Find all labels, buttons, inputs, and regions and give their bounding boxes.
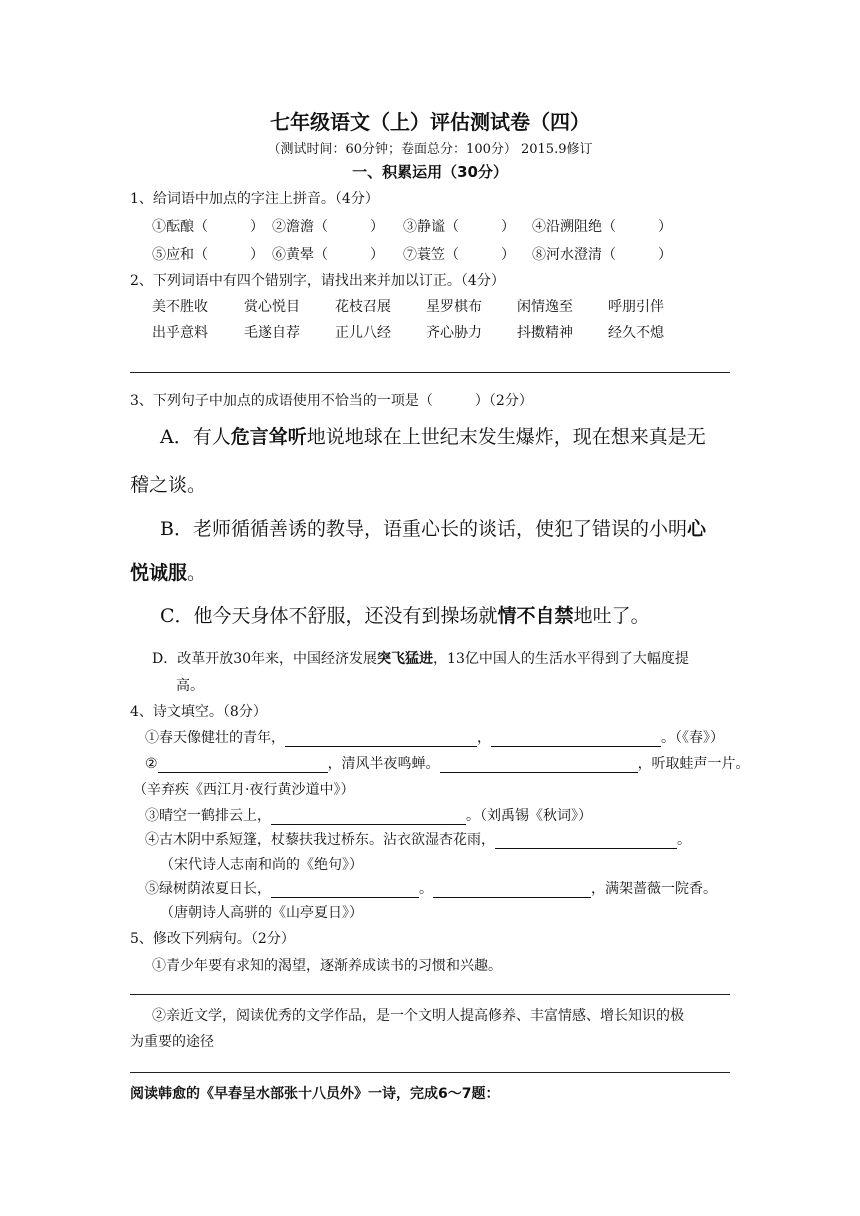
q1-item: ①酝酿（ ） [152,219,264,235]
q2-word: 经久不熄 [608,325,664,341]
option-c [160,601,650,628]
q2-word: 星罗棋布 [426,299,482,315]
section-heading: 一、积累运用（30分） [352,163,508,181]
faulty-sentence-2-line2: 为重要的途径 [130,1034,214,1050]
fill-blank[interactable] [433,883,591,898]
page-title: 七年级语文（上）评估测试卷（四） [270,110,590,134]
poem-line-4 [145,829,691,849]
poem-text: ，清风半夜鸣蝉。 [327,756,440,772]
answer-line [130,1072,730,1073]
q2-word: 出乎意料 [152,325,208,341]
poem-line-2 [145,753,750,773]
q1-item: ⑥黄晕（ ） [272,247,384,263]
option-a-text: 地说地球在上世纪末发生爆炸，现在想来真是无 [306,426,706,448]
option-a-line1 [160,422,706,449]
q1-item: ⑤应和（ ） [152,247,264,263]
q2-word: 正儿八经 [335,325,391,341]
option-b-idiom: 心 [686,518,706,540]
option-b-line1 [160,514,706,541]
poem-text: ② [145,756,158,772]
option-b-idiom: 悦诚服 [130,562,188,584]
option-d-line2: 高。 [176,678,204,694]
exam-info: （测试时间：60分钟；卷面总分：100分） 2015.9修订 [267,142,593,157]
poem-line-5 [145,878,717,898]
poem-text: ④古木阴中系短篷，杖藜扶我过桥东。沾衣欲湿杏花雨， [145,832,495,848]
q2-word: 美不胜收 [152,299,208,315]
poem-text: ， [477,730,491,746]
q2-word: 毛遂自荐 [244,325,300,341]
q1-item: ③静谧（ ） [403,219,515,235]
q2-word: 花枝召展 [335,299,391,315]
option-b-line2 [130,558,206,585]
poem-source: （唐朝诗人高骈的《山亭夏日》） [160,905,363,921]
question-1-prompt: 1、给词语中加点的字注上拼音。（4分） [130,191,379,207]
poem-text: 。（《春》） [661,730,724,746]
q1-item: ⑦蓑笠（ ） [403,247,515,263]
poem-text: ，满架蔷薇一院香。 [591,881,717,897]
option-b-text: B．老师循循善诱的教导，语重心长的谈话，使犯了错误的小明 [160,518,687,540]
option-c-idiom: 情不自禁 [497,605,574,627]
poem-text: 。 [677,832,691,848]
q1-item: ④沿溯阻绝（ ） [532,219,672,235]
question-3-prompt: 3、下列句子中加点的成语使用不恰当的一项是（ ）（2分） [130,393,533,409]
question-4-prompt: 4、诗文填空。（8分） [130,704,267,720]
fill-blank[interactable] [271,883,419,898]
poem-text: 。 [419,881,433,897]
q2-word: 抖擞精神 [517,325,573,341]
option-d-idiom: 突飞猛进 [377,651,434,667]
poem-text: 。（刘禹锡《秋词》） [466,808,592,824]
option-a-idiom: 危言耸听 [230,426,307,448]
option-c-text: C．他今天身体不舒服，还没有到操场就 [160,605,498,627]
q2-word: 齐心胁力 [426,325,482,341]
option-a-text: A．有人 [160,426,231,448]
q2-word: 闲情逸至 [517,299,573,315]
faulty-sentence-1: ①青少年要有求知的渴望，逐渐养成读书的习惯和兴趣。 [152,958,502,974]
fill-blank[interactable] [440,758,638,773]
q2-word: 呼朋引伴 [608,299,664,315]
answer-line [130,994,730,995]
fill-blank[interactable] [495,834,677,849]
poem-text: ①春天像健壮的青年， [145,730,285,746]
question-2-prompt: 2、下列词语中有四个错别字，请找出来并加以订正。（4分） [130,273,505,289]
fill-blank[interactable] [158,758,328,773]
answer-line [130,372,730,373]
q2-word: 赏心悦目 [244,299,300,315]
poem-line-1 [145,727,724,747]
option-d-text: D．改革开放30年来，中国经济发展 [152,651,378,667]
poem-source: （辛弃疾《西江月·夜行黄沙道中》） [133,782,355,798]
fill-blank[interactable] [285,732,477,747]
poem-line-3 [145,805,592,825]
option-d-line1 [152,648,689,668]
poem-source: （宋代诗人志南和尚的《绝句》） [160,857,363,873]
poem-text: ③晴空一鹤排云上， [145,808,271,824]
fill-blank[interactable] [271,810,466,825]
option-d-text: ，13亿中国人的生活水平得到了大幅度提 [433,651,689,667]
reading-intro: 阅读韩愈的《早春呈水部张十八员外》一诗，完成6～7题： [130,1086,500,1102]
fill-blank[interactable] [491,732,661,747]
q1-item: ⑧河水澄清（ ） [532,247,672,263]
poem-text: ⑤绿树荫浓夏日长， [145,881,271,897]
q1-item: ②澹澹（ ） [272,219,384,235]
poem-text: ，听取蛙声一片。 [637,756,750,772]
option-a-line2: 稽之谈。 [130,474,207,496]
option-b-text: 。 [187,562,207,584]
faulty-sentence-2-line1: ②亲近文学，阅读优秀的文学作品，是一个文明人提高修养、丰富情感、增长知识的极 [152,1008,684,1024]
option-c-text: 地吐了。 [573,605,650,627]
question-5-prompt: 5、修改下列病句。（2分） [130,931,295,947]
